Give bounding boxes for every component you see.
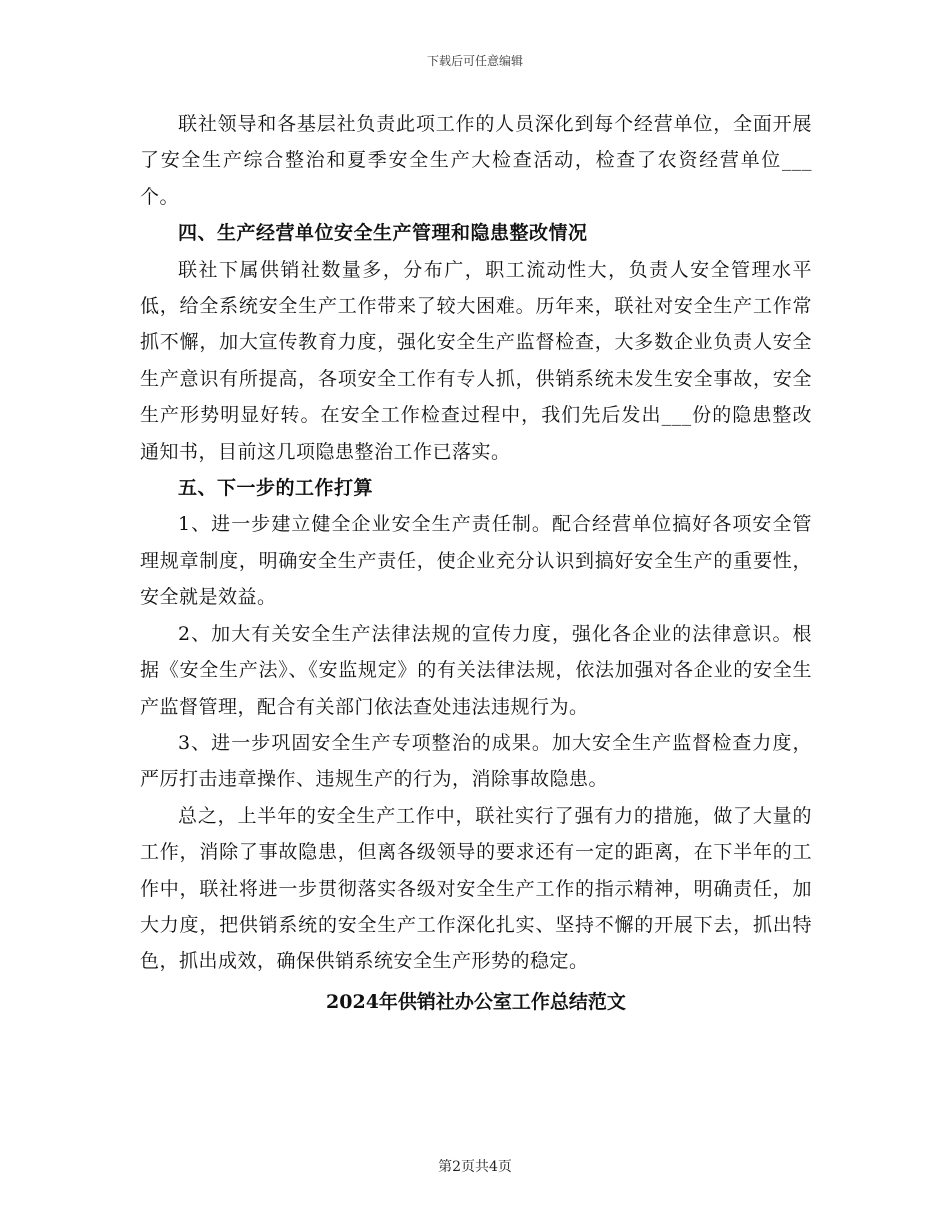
page-number: 第2页共4页: [438, 1159, 512, 1175]
section-heading-4: 四、生产经营单位安全生产管理和隐患整改情况: [178, 222, 588, 245]
paragraph-summary: 总之，上半年的安全生产工作中，联社实行了强有力的措施，做了大量的工作，消除了事故隐患，但离各级领导的要求还有一定的距离，在下半年的工作中，联社将进一步贯彻落实各级对安全生产工作的指示精神，明确责任，加大力度，把供销系统的安全生产工作深化扎实、坚持不懈的开展下去，抓出特色，抓出成效，确保供销系统安全生产形势的稳定。: [140, 804, 812, 973]
paragraph-inspection: 联社领导和各基层社负责此项工作的人员深化到每个经营单位，全面开展了安全生产综合整治和夏季安全生产大检查活动，检查了农资经营单位___个。: [140, 113, 812, 208]
list-item-3: 3、进一步巩固安全生产专项整治的成果。加大安全生产监督检查力度，严厉打击违章操作、违规生产的行为，消除事故隐患。: [140, 731, 812, 791]
list-item-1: 1、进一步建立健全企业安全生产责任制。配合经营单位搞好各项安全管理规章制度，明确安全生产责任，使企业充分认识到搞好安全生产的重要性，安全就是效益。: [140, 513, 812, 609]
list-item-2: 2、加大有关安全生产法律法规的宣传力度，强化各企业的法律意识。根据《安全生产法》、《安监规定》的有关法律法规，依法加强对各企业的安全生产监督管理，配合有关部门依法查处违法违规行为。: [140, 622, 812, 718]
section-heading-5: 五、下一步的工作打算: [178, 477, 374, 500]
page-header-note: 下载后可任意编辑: [426, 54, 523, 68]
paragraph-hazard-rectification: 联社下属供销社数量多，分布广，职工流动性大，负责人安全管理水平低，给全系统安全生产工作带来了较大困难。历年来，联社对安全生产工作常抓不懈，加大宣传教育力度，强化安全生产监督检查，大多数企业负责人安全生产意识有所提高，各项安全工作有专人抓，供销系统未发生安全事故，安全生产形势明显好转。在安全工作检查过程中，我们先后发出___份的隐患整改通知书，目前这几项隐患整治工作已落实。: [140, 258, 812, 463]
next-document-title: 2024年供销社办公室工作总结范文: [326, 990, 626, 1013]
document-body: [140, 106, 812, 1020]
